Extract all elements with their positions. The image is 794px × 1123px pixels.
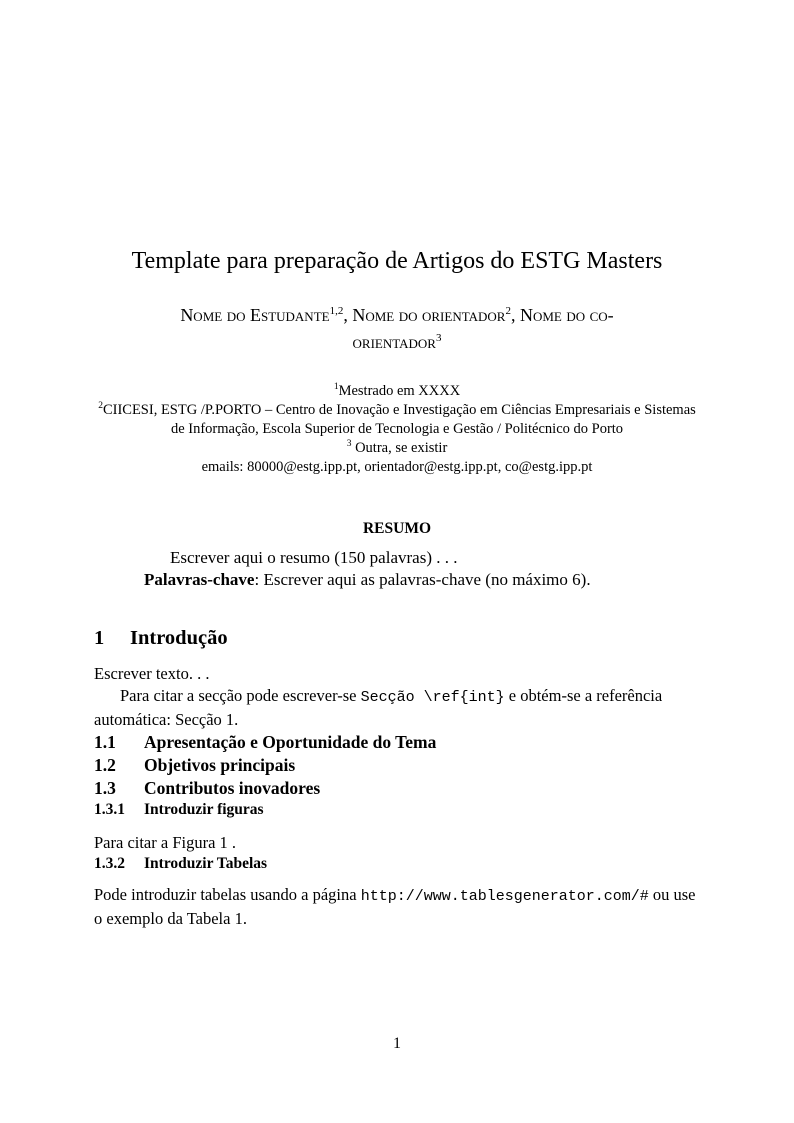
author-affiliation-superscript: 2 <box>505 305 511 317</box>
subsection-heading-contributos <box>94 777 700 800</box>
section-heading-introducao <box>94 625 700 651</box>
subsection-heading-objetivos <box>94 754 700 777</box>
section-title: Apresentação e Oportunidade do Tema <box>144 732 437 752</box>
section-number: 1 <box>94 627 105 649</box>
url-text: http://www.tablesgenerator.com/# <box>360 888 649 905</box>
affiliation-number: 1 <box>333 382 339 393</box>
keywords-label: Palavras-chave <box>144 570 255 589</box>
affiliation-line <box>94 401 700 439</box>
subsection-heading-apresentacao <box>94 731 700 754</box>
author-affiliation-superscript: 3 <box>435 332 442 344</box>
authors-line <box>147 302 647 356</box>
keywords-text: : Escrever aqui as palavras-chave (no máximo 6). <box>254 570 591 589</box>
affiliation-text: Mestrado em XXXX <box>338 383 461 399</box>
author-name: Nome do orientador <box>352 305 506 325</box>
paragraph: Para citar a Figura 1 . <box>94 833 237 852</box>
affiliation-line <box>94 439 700 458</box>
affiliations-block <box>94 382 700 477</box>
abstract-heading: RESUMO <box>362 520 432 537</box>
section-number: 1.3 <box>94 778 116 798</box>
paragraph-text: Para citar a secção pode escrever-se <box>120 686 361 705</box>
section-number: 1.3.2 <box>94 855 125 872</box>
section-number: 1.1 <box>94 732 116 752</box>
section-title: Objetivos principais <box>144 755 296 775</box>
section-title: Introduzir Tabelas <box>144 855 268 872</box>
section-title: Introduzir figuras <box>144 801 264 818</box>
section-title: Introdução <box>130 627 228 649</box>
affiliation-text: Outra, se existir <box>351 440 448 456</box>
section-number: 1.2 <box>94 755 116 775</box>
paragraph-text: e obtém-se a referência automática: Secção 1. <box>94 686 663 729</box>
affiliation-text: CIICESI, ESTG /P.PORTO – Centro de Inovação e Investigação em Ciências Empresariais e Sistemas de Informação, Escola Superior de Tecnologia e Gestão / Politécnico do Porto <box>102 402 696 437</box>
paragraph <box>94 685 700 731</box>
abstract-section <box>144 519 650 591</box>
author-name: Nome do Estudante <box>180 305 330 325</box>
section-title: Contributos inovadores <box>144 778 321 798</box>
page-number: 1 <box>393 1035 401 1052</box>
paragraph <box>94 884 700 930</box>
keywords-line <box>144 569 650 591</box>
author-affiliation-superscript: 1,2 <box>329 305 344 317</box>
paragraph: Escrever texto. . . <box>94 664 210 683</box>
section-number: 1.3.1 <box>94 801 125 818</box>
affiliation-number: 2 <box>98 401 103 412</box>
affiliation-line <box>94 382 700 401</box>
paragraph-text: ou use o exemplo da Tabela 1. <box>94 885 696 928</box>
subsubsection-heading-tabelas <box>94 854 700 874</box>
abstract-body: Escrever aqui o resumo (150 palavras) . . . <box>170 548 458 567</box>
subsubsection-heading-figuras <box>94 800 700 820</box>
author-separator: , <box>510 305 520 325</box>
inline-latex-code: Secção \ref{int} <box>360 689 505 706</box>
affiliation-number: 3 <box>346 439 352 450</box>
author-name: Nome do co-orientador <box>352 305 614 352</box>
paper-title: Template para preparação de Artigos do ESTG Masters <box>131 248 663 274</box>
paragraph-text: Pode introduzir tabelas usando a página <box>94 885 361 904</box>
author-separator: , <box>343 305 353 325</box>
emails-line: emails: 80000@estg.ipp.pt, orientador@estg.ipp.pt, co@estg.ipp.pt <box>201 459 593 475</box>
